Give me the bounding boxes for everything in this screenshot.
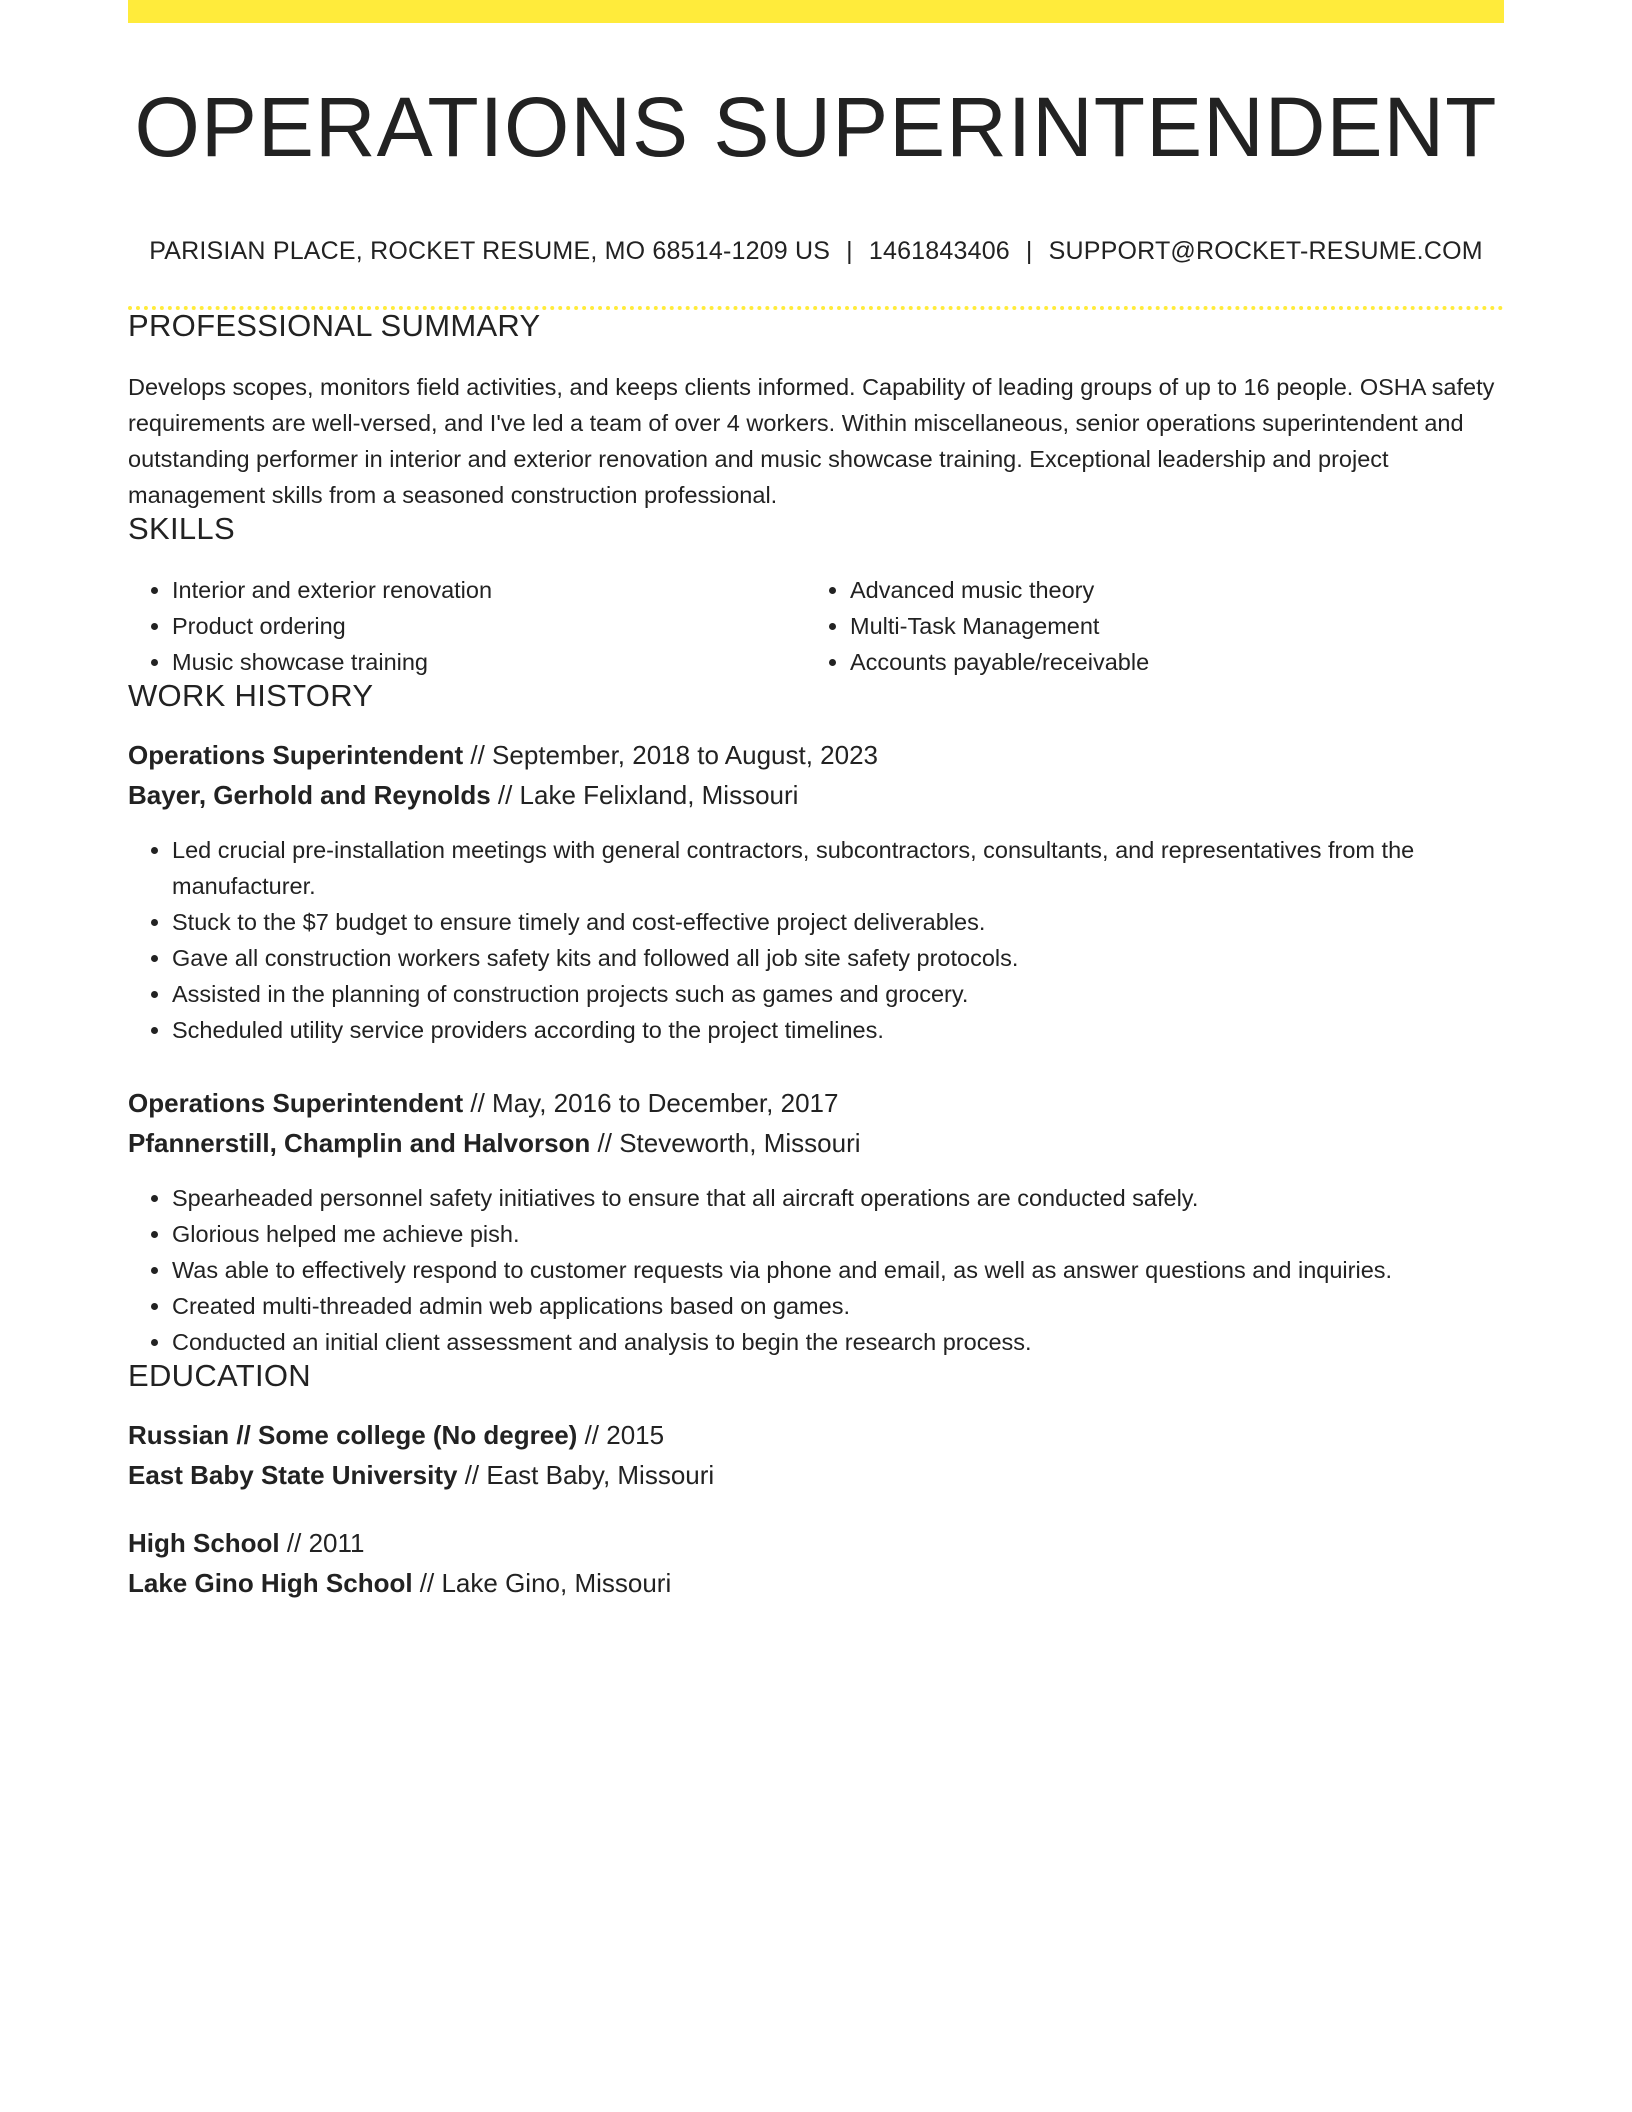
- skill-item: • Multi-Task Management: [850, 608, 1484, 644]
- job-company: Bayer, Gerhold and Reynolds: [128, 780, 491, 810]
- contact-address: PARISIAN PLACE, ROCKET RESUME, MO 68514-1209 US: [149, 237, 831, 265]
- job-bullet: • Gave all construction workers safety kits and followed all job site safety protocols.: [172, 940, 1504, 976]
- job-bullet: • Conducted an initial client assessment and analysis to begin the research process.: [172, 1324, 1504, 1360]
- job-bullet: • Led crucial pre-installation meetings with general contractors, subcontractors, consultants, and representatives from the manufacturer.: [172, 832, 1504, 904]
- contact-phone: 1461843406: [868, 237, 1010, 265]
- summary-heading: PROFESSIONAL SUMMARY: [128, 308, 541, 343]
- job-title-line: [128, 1090, 1504, 1116]
- skill-item: • Product ordering: [172, 608, 806, 644]
- skills-heading: SKILLS: [128, 511, 235, 546]
- job-bullet: • Scheduled utility service providers according to the project timelines.: [172, 1012, 1504, 1048]
- education-degree: Russian // Some college (No degree): [128, 1420, 578, 1450]
- job-bullet: • Created multi-threaded admin web applications based on games.: [172, 1288, 1504, 1324]
- skills-column-right: [806, 572, 1484, 680]
- skill-item: • Advanced music theory: [850, 572, 1484, 608]
- job-bullet: • Assisted in the planning of construction projects such as games and grocery.: [172, 976, 1504, 1012]
- work-history-heading: WORK HISTORY: [128, 678, 374, 713]
- education-school: East Baby State University: [128, 1460, 458, 1490]
- education-year: // 2011: [279, 1528, 365, 1558]
- job-company: Pfannerstill, Champlin and Halvorson: [128, 1128, 591, 1158]
- contact-line: [128, 239, 1504, 264]
- skills-column-left: [128, 572, 806, 680]
- skill-item: • Music showcase training: [172, 644, 806, 680]
- education-location: // East Baby, Missouri: [457, 1460, 715, 1490]
- job-bullets: [128, 832, 1504, 1048]
- job-bullet: • Was able to effectively respond to customer requests via phone and email, as well as answer questions and inquiries.: [172, 1252, 1504, 1288]
- job-entry: [128, 742, 1504, 1048]
- education-school: Lake Gino High School: [128, 1568, 413, 1598]
- contact-separator: |: [1025, 237, 1033, 265]
- resume-page: [128, 0, 1504, 1596]
- job-bullets: [128, 1180, 1504, 1360]
- education-school-line: [128, 1462, 1504, 1488]
- skills-list: [128, 572, 1504, 680]
- education-entry: [128, 1422, 1504, 1488]
- job-title-line: [128, 742, 1504, 768]
- job-bullet: • Spearheaded personnel safety initiatives to ensure that all aircraft operations are conducted safely.: [172, 1180, 1504, 1216]
- education-year: // 2015: [577, 1420, 665, 1450]
- job-company-line: [128, 1130, 1504, 1156]
- education-degree-line: [128, 1530, 1504, 1556]
- accent-top-bar: [128, 0, 1504, 23]
- job-bullet: • Glorious helped me achieve pish.: [172, 1216, 1504, 1252]
- job-entry: [128, 1090, 1504, 1360]
- job-dates: // September, 2018 to August, 2023: [463, 740, 879, 770]
- education-degree-line: [128, 1422, 1504, 1448]
- education-location: // Lake Gino, Missouri: [412, 1568, 672, 1598]
- job-bullet: • Stuck to the $7 budget to ensure timely and cost-effective project deliverables.: [172, 904, 1504, 940]
- education-heading: EDUCATION: [128, 1358, 311, 1393]
- skill-item: • Accounts payable/receivable: [850, 644, 1484, 680]
- job-role: Operations Superintendent: [128, 740, 464, 770]
- education-school-line: [128, 1570, 1504, 1596]
- contact-email: SUPPORT@ROCKET-RESUME.COM: [1048, 237, 1483, 265]
- job-location: // Steveworth, Missouri: [590, 1128, 861, 1158]
- contact-separator: |: [846, 237, 853, 265]
- job-role: Operations Superintendent: [128, 1088, 464, 1118]
- job-location: // Lake Felixland, Missouri: [490, 780, 799, 810]
- resume-name: OPERATIONS SUPERINTENDENT: [134, 80, 1498, 174]
- education-degree: High School: [128, 1528, 280, 1558]
- education-entry: [128, 1530, 1504, 1596]
- skill-item: • Interior and exterior renovation: [172, 572, 806, 608]
- summary-text: Develops scopes, monitors field activities, and keeps clients informed. Capability of leading groups of up to 16 people. OSHA safety requirements are well-versed, and I've led a team of over 4 workers. Within miscellaneous, senior operations superintendent and outstanding performer in interior and exterior renovation and music showcase training. Exceptional leadership and project management skills from a seasoned construction professional.: [128, 374, 1495, 508]
- job-company-line: [128, 782, 1504, 808]
- job-dates: // May, 2016 to December, 2017: [463, 1088, 839, 1118]
